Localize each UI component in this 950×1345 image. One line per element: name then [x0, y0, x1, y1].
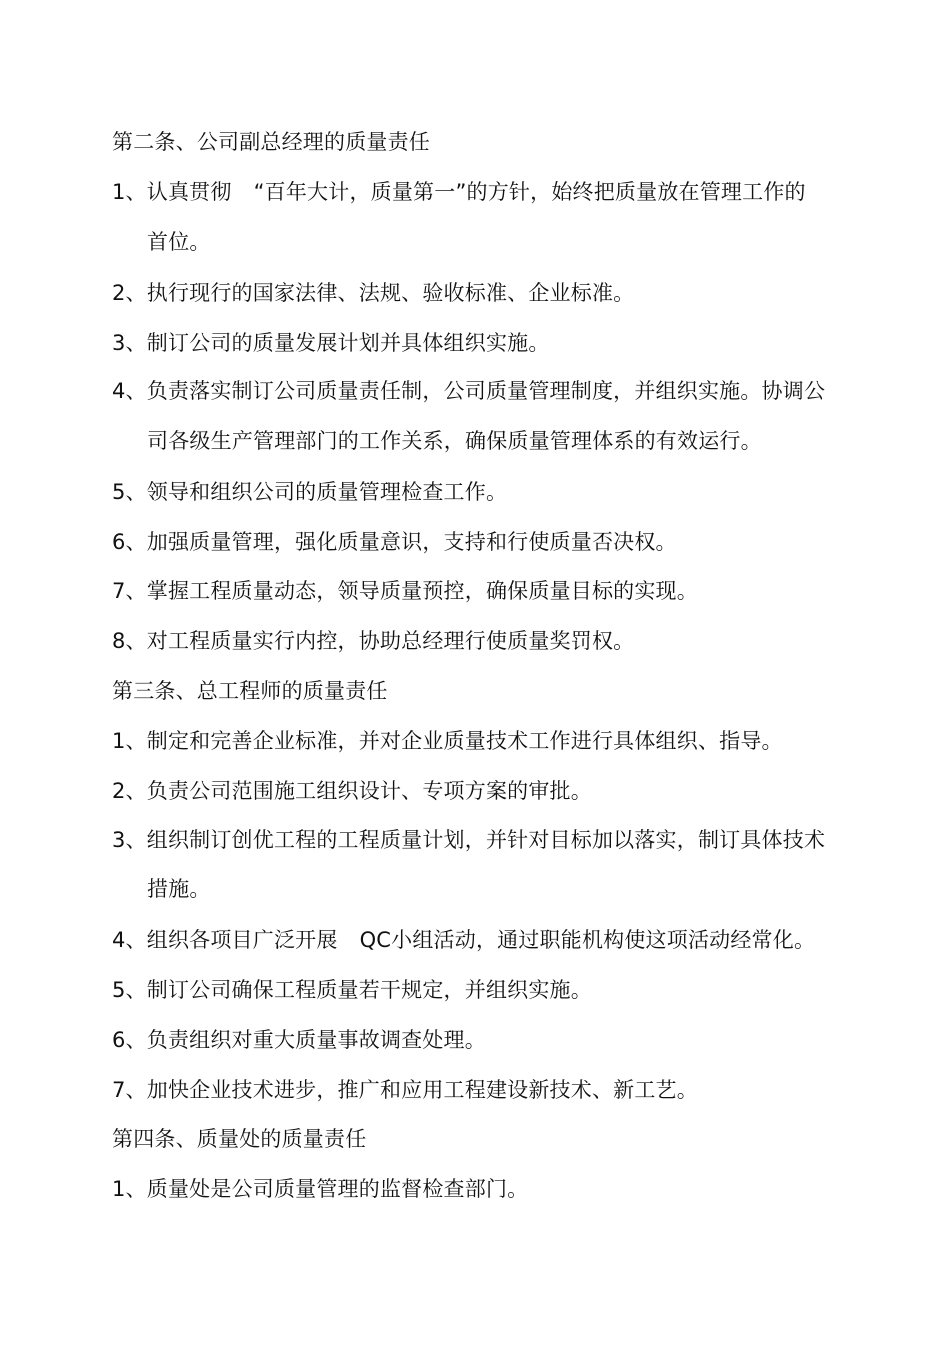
item-text: 1、认真贯彻	[112, 180, 232, 204]
section-heading-2: 第二条、公司副总经理的质量责任	[112, 130, 430, 154]
section-heading-4: 第四条、质量处的质量责任	[112, 1127, 367, 1151]
list-item: 7、加快企业技术进步，推广和应用工程建设新技术、新工艺。	[112, 1078, 698, 1102]
list-item-continuation: 司各级生产管理部门的工作关系，确保质量管理体系的有效运行。	[147, 429, 762, 453]
list-item-continuation: 措施。	[147, 877, 211, 901]
list-item: 3、组织制订创优工程的工程质量计划，并针对目标加以落实，制订具体技术	[112, 828, 826, 852]
item-text: QC小组活动，通过职能机构使这项活动经常化。	[359, 928, 816, 952]
list-item: 5、领导和组织公司的质量管理检查工作。	[112, 480, 508, 504]
list-item: 4、负责落实制订公司质量责任制，公司质量管理制度，并组织实施。协调公	[112, 379, 826, 403]
list-item: 6、加强质量管理，强化质量意识，支持和行使质量否决权。	[112, 530, 677, 554]
list-item: 1、制定和完善企业标准，并对企业质量技术工作进行具体组织、指导。	[112, 729, 783, 753]
list-item: 3、制订公司的质量发展计划并具体组织实施。	[112, 331, 550, 355]
list-item: 7、掌握工程质量动态，领导质量预控，确保质量目标的实现。	[112, 579, 698, 603]
item-text: “百年大计，质量第一”的方针，始终把质量放在管理工作的	[253, 180, 806, 204]
section-heading-3: 第三条、总工程师的质量责任	[112, 679, 388, 703]
list-item-continuation: 首位。	[147, 230, 211, 254]
list-item: 5、制订公司确保工程质量若干规定，并组织实施。	[112, 978, 592, 1002]
list-item: 2、负责公司范围施工组织设计、专项方案的审批。	[112, 779, 592, 803]
list-item: 6、负责组织对重大质量事故调查处理。	[112, 1028, 486, 1052]
list-item: 8、对工程质量实行内控，协助总经理行使质量奖罚权。	[112, 629, 635, 653]
list-item: 2、执行现行的国家法律、法规、验收标准、企业标准。	[112, 281, 635, 305]
list-item	[112, 925, 815, 955]
item-text: 4、组织各项目广泛开展	[112, 928, 338, 952]
list-item: 1、质量处是公司质量管理的监督检查部门。	[112, 1177, 529, 1201]
list-item	[112, 177, 806, 207]
